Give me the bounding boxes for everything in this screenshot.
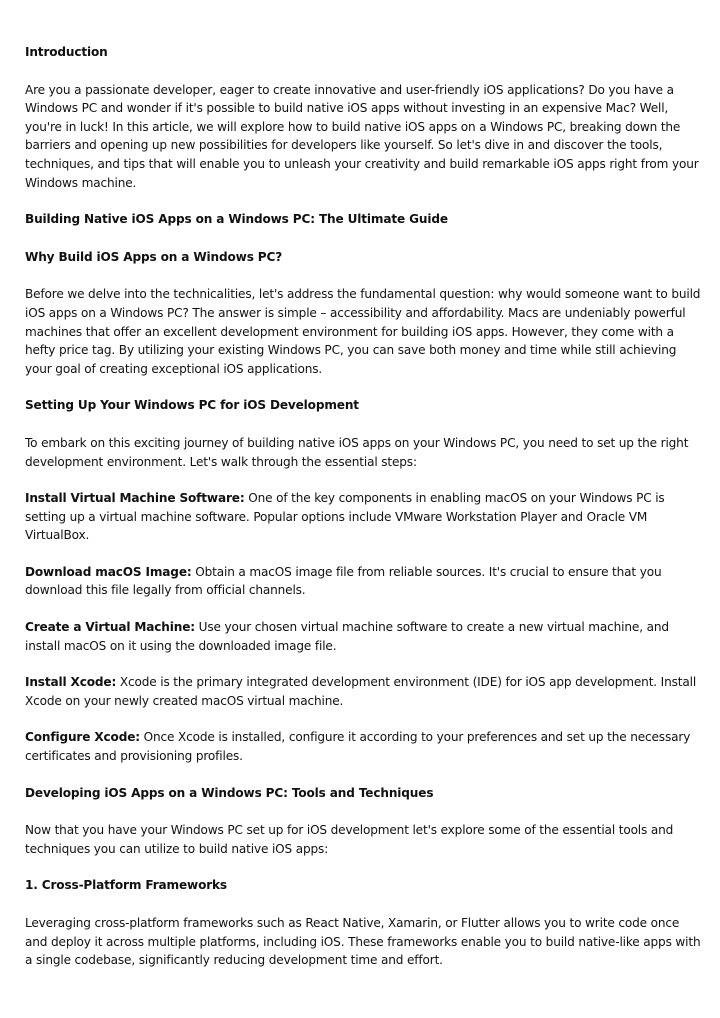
step-install-xcode [25, 673, 701, 710]
step-download-macos [25, 563, 701, 600]
step-install-vm [25, 489, 701, 545]
step-text: One of the key components in enabling macOS on your Windows PC is setting up a virtual machine software. Popular options include VMware Workstation Player and Oracle VM VirtualBox. [25, 491, 665, 543]
step-title: Create a Virtual Machine: [25, 620, 195, 635]
guide-heading: Building Native iOS Apps on a Windows PC: The Ultimate Guide [25, 212, 448, 227]
intro-heading: Introduction [25, 45, 108, 59]
step-configure-xcode [25, 728, 701, 765]
tools-paragraph: Now that you have your Windows PC set up for iOS development let's explore some of the essential tools and techniques you can utilize to build native iOS apps: [25, 823, 674, 856]
step-title: Install Xcode: [25, 675, 117, 690]
cross-platform-heading: 1. Cross-Platform Frameworks [25, 878, 227, 893]
tools-heading: Developing iOS Apps on a Windows PC: Tools and Techniques [25, 785, 434, 800]
setup-heading: Setting Up Your Windows PC for iOS Development [25, 398, 359, 413]
why-heading: Why Build iOS Apps on a Windows PC? [25, 249, 283, 264]
intro-paragraph: Are you a passionate developer, eager to create innovative and user-friendly iOS applications? Do you have a Windows PC and wonder if it's possible to build native iOS apps without investing in an expensive Mac? Well, you're in luck! In this article, we will explore how to build native iOS apps on a Windows PC, breaking down the barriers and opening up new possibilities for developers like yourself. So let's dive in and discover the tools, techniques, and tips that will enable you to unleash your creativity and build remarkable iOS apps right from your Windows machine. [25, 82, 699, 190]
step-text: Xcode is the primary integrated development environment (IDE) for iOS app development. Install Xcode on your newly created macOS virtual machine. [25, 675, 697, 708]
setup-paragraph: To embark on this exciting journey of building native iOS apps on your Windows PC, you need to set up the right development environment. Let's walk through the essential steps: [25, 435, 689, 469]
step-title: Download macOS Image: [25, 564, 192, 579]
why-paragraph: Before we delve into the technicalities, let's address the fundamental question: why would someone want to build iOS apps on a Windows PC? The answer is simple – accessibility and affordability. Macs are undeniably powerful machines that offer an excellent development environment for building iOS apps. However, they come with a hefty price tag. By utilizing your existing Windows PC, you can save both money and time while still achieving your goal of creating exceptional iOS applications. [25, 287, 701, 376]
cross-platform-paragraph: Leveraging cross-platform frameworks such as React Native, Xamarin, or Flutter allows you to write code once and deploy it across multiple platforms, including iOS. These frameworks enable you to build native-like apps with a single codebase, significantly reducing development time and effort. [25, 916, 701, 968]
step-title: Configure Xcode: [25, 730, 140, 745]
step-create-vm [25, 618, 701, 655]
step-title: Install Virtual Machine Software: [25, 491, 245, 506]
step-text: Use your chosen virtual machine software to create a new virtual machine, and install macOS on it using the downloaded image file. [25, 620, 669, 653]
step-text: Once Xcode is installed, configure it according to your preferences and set up the necessary certificates and provisioning profiles. [25, 730, 691, 764]
step-text: Obtain a macOS image file from reliable sources. It's crucial to ensure that you download this file legally from official channels. [25, 564, 662, 598]
article-body [25, 43, 701, 988]
